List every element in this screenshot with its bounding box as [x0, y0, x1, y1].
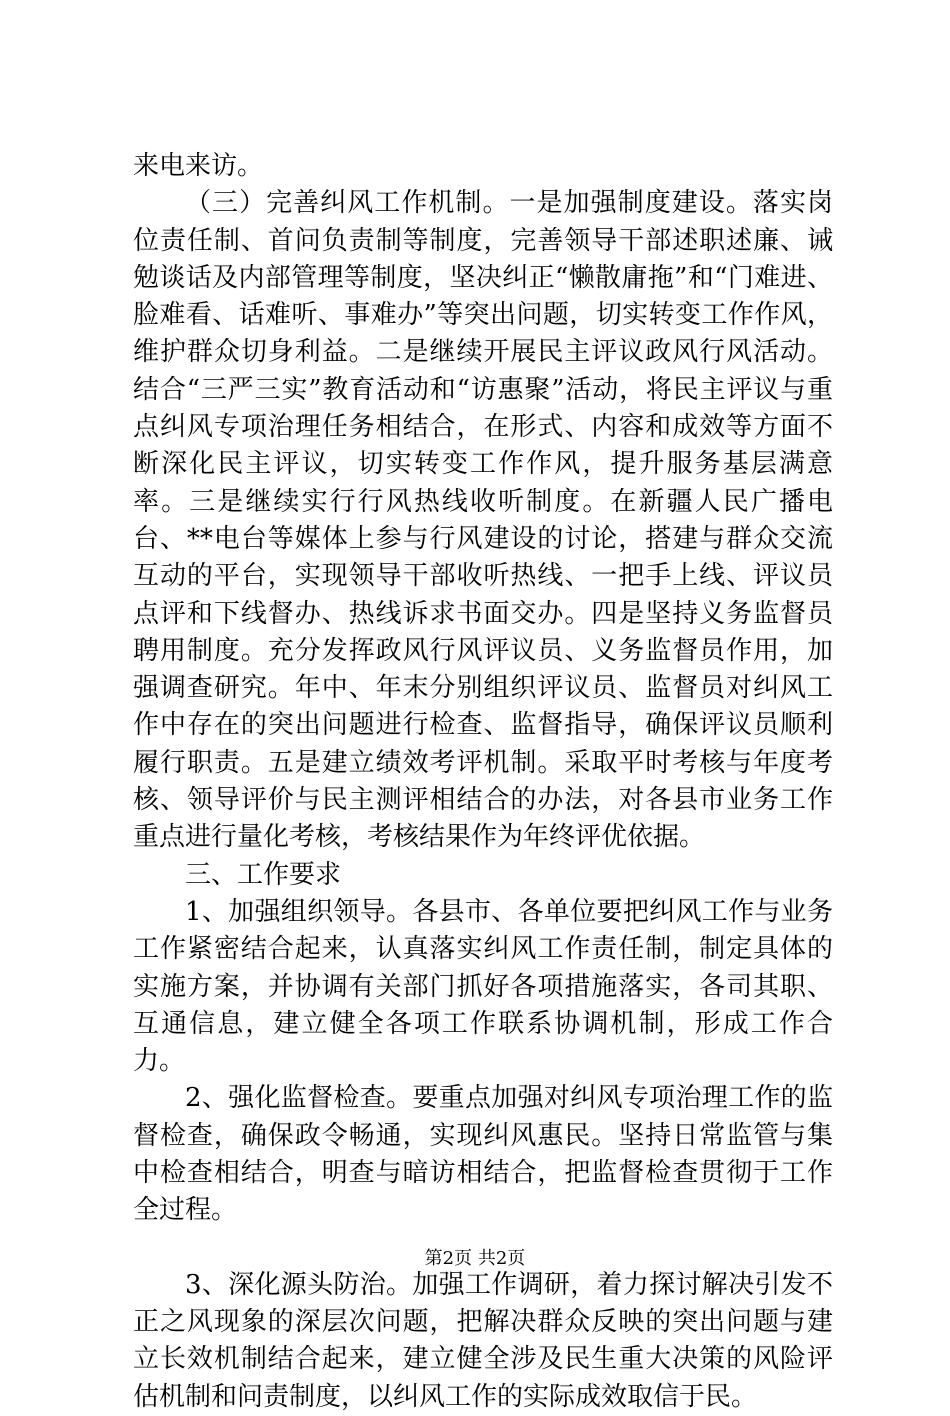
paragraph-leadership: 1、加强组织领导。各县市、各单位要把纠风工作与业务工作紧密结合起来，认真落实纠风工作责任制，制定具体的实施方案，并协调有关部门抓好各项措施落实，各司其职、互通信息，建立健全各项工作联系协调机制，形成工作合力。: [133, 896, 833, 1077]
paragraph-continuation: 来电来访。: [133, 151, 264, 181]
document-body: [133, 148, 833, 1416]
paragraph-prevention: 3、深化源头防治。加强工作调研，着力探讨解决引发不正之风现象的深层次问题，把解决群众反映的突出问题与建立长效机制结合起来，建立健全涉及民生重大决策的风险评估机制和问责制度，以纠风工作的实际成效取信于民。: [133, 1269, 833, 1412]
paragraph-mechanism: （三）完善纠风工作机制。一是加强制度建设。落实岗位责任制、首问负责制等制度，完善领导干部述职述廉、诫勉谈话及内部管理等制度，坚决纠正“懒散庸拖”和“门难进、脸难看、话难听、事难办”等突出问题，切实转变工作作风，维护群众切身利益。二是继续开展民主评议政风行风活动。结合“三严三实”教育活动和“访惠聚”活动，将民主评议与重点纠风专项治理任务相结合，在形式、内容和成效等方面不断深化民主评议，切实转变工作作风，提升服务基层满意率。三是继续实行行风热线收听制度。在新疆人民广播电台、**电台等媒体上参与行风建设的讨论，搭建与群众交流互动的平台，实现领导干部收听热线、一把手上线、评议员点评和下线督办、热线诉求书面交办。四是坚持义务监督员聘用制度。充分发挥政风行风评议员、义务监督员作用，加强调查研究。年中、年末分别组织评议员、监督员对纠风工作中存在的突出问题进行检查、监督指导，确保评议员顺利履行职责。五是建立绩效考评机制。采取平时考核与年度考核、领导评价与民主测评相结合的办法，对各县市业务工作重点进行量化考核，考核结果作为年终评优依据。: [133, 188, 833, 853]
page-number-footer: 第2页 共2页: [424, 1248, 526, 1269]
section-heading-requirements: 三、工作要求: [185, 859, 342, 890]
paragraph-supervision: 2、强化监督检查。要重点加强对纠风专项治理工作的监督检查，确保政令畅通，实现纠风惠民。坚持日常监管与集中检查相结合，明查与暗访相结合，把监督检查贯彻于工作全过程。: [133, 1083, 833, 1226]
